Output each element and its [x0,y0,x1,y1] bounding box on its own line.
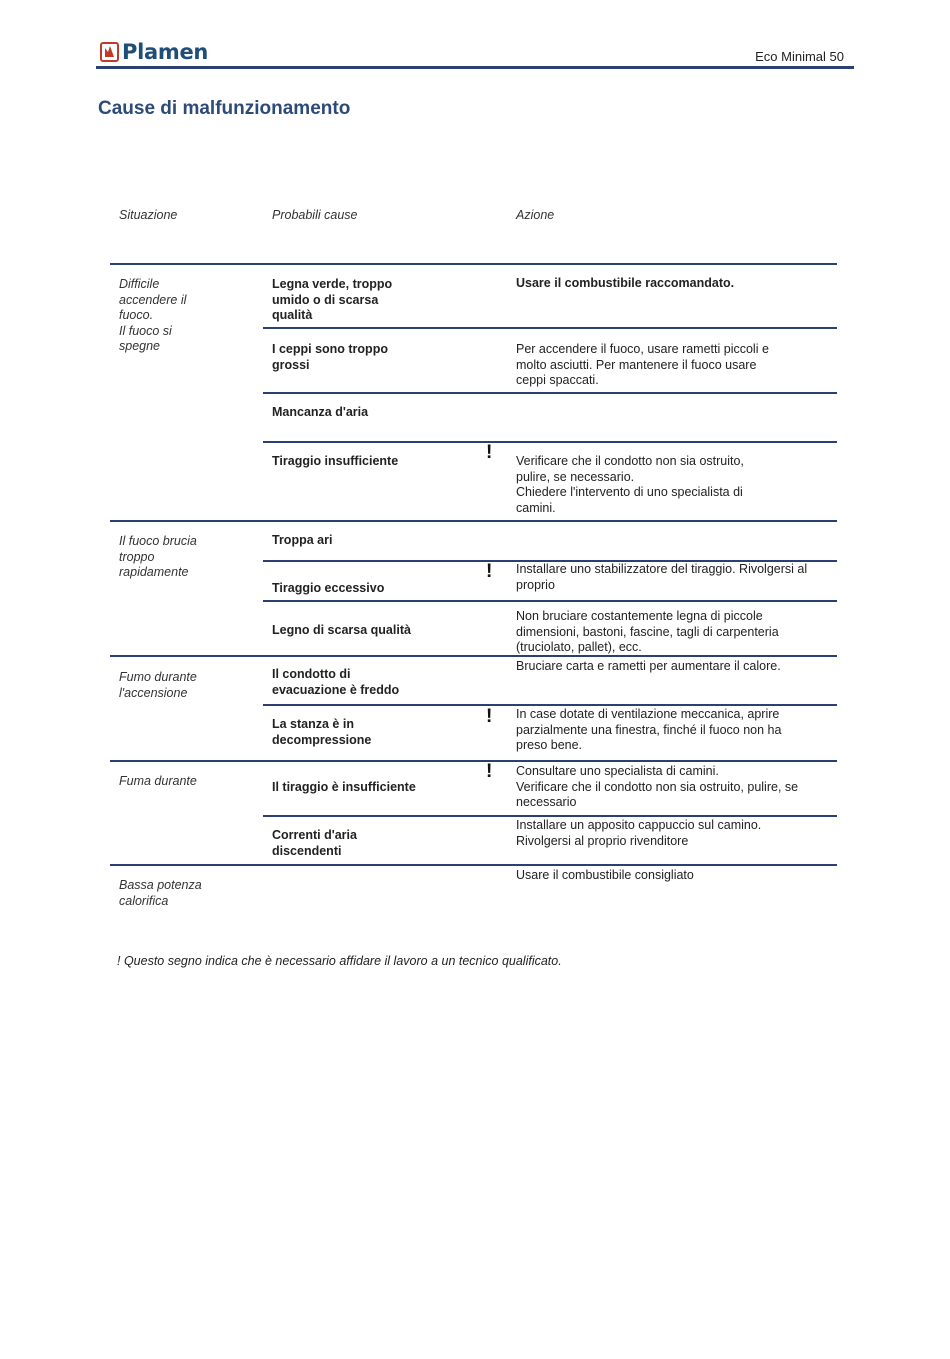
cause-cell-line: Troppa ari [272,533,333,547]
situation-cell-line: Il fuoco brucia [119,534,197,548]
cause-cell-line: evacuazione è freddo [272,682,400,697]
action-cell-line: pulire, se necessario. [516,469,635,484]
situation-cell-line: spegne [119,339,161,353]
cause-cell [272,780,432,796]
column-header-situation: Situazione [119,208,178,222]
column-header-causes: Probabili cause [272,208,358,222]
situation-cell-line: l'accensione [119,685,188,700]
table-group-divider [110,520,837,522]
situation-cell-line: troppo [119,549,155,564]
action-cell-line: Non bruciare costantemente legna di piccole [516,609,763,623]
action-cell [516,562,828,593]
table-row-divider [263,392,837,394]
action-cell [516,818,828,849]
table-row-divider [263,600,837,602]
header-divider [96,66,854,69]
situation-cell [119,277,239,355]
action-cell-line: (truciolato, pallet), ecc. [516,640,642,654]
flame-logo-icon [100,42,119,62]
table-row-divider [263,815,837,817]
column-header-action: Azione [516,208,555,222]
situation-cell [119,670,239,701]
action-cell-line: camini. [516,500,556,515]
cause-cell-line: Correnti d'aria [272,828,357,842]
action-cell-line: Consultare uno specialista di camini. [516,764,719,778]
qualified-technician-mark: ! [486,561,493,582]
brand-name: Plamen [122,40,209,64]
cause-cell-line: Legno di scarsa qualità [272,623,411,637]
action-cell-line: Installare un apposito cappuccio sul camino. [516,818,762,832]
situation-cell-line: rapidamente [119,565,189,579]
action-cell-line: proprio [516,577,555,592]
situation-cell-line: accendere il [119,292,187,307]
cause-cell [272,717,432,748]
action-cell-line: Rivolgersi al proprio rivenditore [516,833,689,848]
situation-cell [119,534,239,581]
situation-cell-line: fuoco. [119,308,154,322]
action-cell-line: molto asciutti. Per mantenere il fuoco usare [516,357,757,372]
cause-cell-line: Il condotto di [272,667,351,681]
cause-cell [272,623,432,639]
cause-cell [272,533,432,549]
action-cell-line: Verificare che il condotto non sia ostruito, pulire, se [516,779,799,794]
action-cell-line: Per accendere il fuoco, usare rametti piccoli e [516,342,769,356]
action-cell-line: preso bene. [516,738,583,752]
situation-cell-line: Il fuoco si [119,323,172,338]
brand-logo [100,40,208,64]
situation-cell-line: calorifica [119,893,169,908]
action-cell [516,609,828,656]
action-cell [516,276,828,292]
action-cell-line: ceppi spaccati. [516,373,599,387]
cause-cell-line: Mancanza d'aria [272,405,369,419]
action-cell-line: Installare uno stabilizzatore del tiraggio. Rivolgersi al [516,562,808,576]
cause-cell [272,667,432,698]
table-row-divider [263,441,837,443]
situation-cell-line: Fumo durante [119,670,197,684]
cause-cell-line: La stanza è in [272,717,354,731]
situation-cell [119,878,239,909]
action-cell [516,454,828,516]
action-cell-line: dimensioni, bastoni, fascine, tagli di carpenteria [516,624,779,639]
table-group-divider [110,864,837,866]
cause-cell [272,405,432,421]
footnote: ! Questo segno indica che è necessario affidare il lavoro a un tecnico qualificato. [117,954,562,968]
cause-cell [272,581,432,597]
cause-cell-line: Il tiraggio è insufficiente [272,780,416,794]
situation-cell-line: Bassa potenza [119,878,202,892]
cause-cell-line: discendenti [272,843,342,858]
action-cell [516,764,828,811]
situation-cell-line: Fuma durante [119,774,197,788]
qualified-technician-mark: ! [486,706,493,727]
page-title: Cause di malfunzionamento [98,98,351,119]
cause-cell-line: I ceppi sono troppo [272,342,388,356]
cause-cell-line: grossi [272,357,310,372]
cause-cell-line: qualità [272,308,313,322]
situation-cell-line: Difficile [119,277,160,291]
action-cell-line: parzialmente una finestra, finché il fuoco non ha [516,722,782,737]
cause-cell-line: Legna verde, troppo [272,277,393,291]
table-row-divider [263,704,837,706]
action-cell [516,659,828,675]
action-cell-line: Chiedere l'intervento di uno specialista di [516,485,743,499]
cause-cell-line: decompressione [272,732,372,747]
action-cell [516,868,828,884]
cause-cell [272,277,432,324]
situation-cell [119,774,239,790]
qualified-technician-mark: ! [486,761,493,782]
action-cell [516,707,828,754]
action-cell-line: necessario [516,795,577,809]
cause-cell [272,454,432,470]
action-cell-line: Verificare che il condotto non sia ostruito, [516,454,744,468]
action-cell [516,342,828,389]
model-name: Eco Minimal 50 [755,49,844,64]
cause-cell [272,828,432,859]
action-cell-line: Usare il combustibile consigliato [516,868,694,882]
action-cell-line: Usare il combustibile raccomandato. [516,276,735,290]
qualified-technician-mark: ! [486,442,493,463]
cause-cell-line: umido o di scarsa [272,292,379,307]
action-cell-line: Bruciare carta e rametti per aumentare il calore. [516,659,781,673]
table-group-divider [110,760,837,762]
table-group-divider [110,263,837,265]
cause-cell [272,342,432,373]
cause-cell-line: Tiraggio eccessivo [272,581,385,595]
table-row-divider [263,327,837,329]
cause-cell-line: Tiraggio insufficiente [272,454,399,468]
action-cell-line: In case dotate di ventilazione meccanica, aprire [516,707,780,721]
